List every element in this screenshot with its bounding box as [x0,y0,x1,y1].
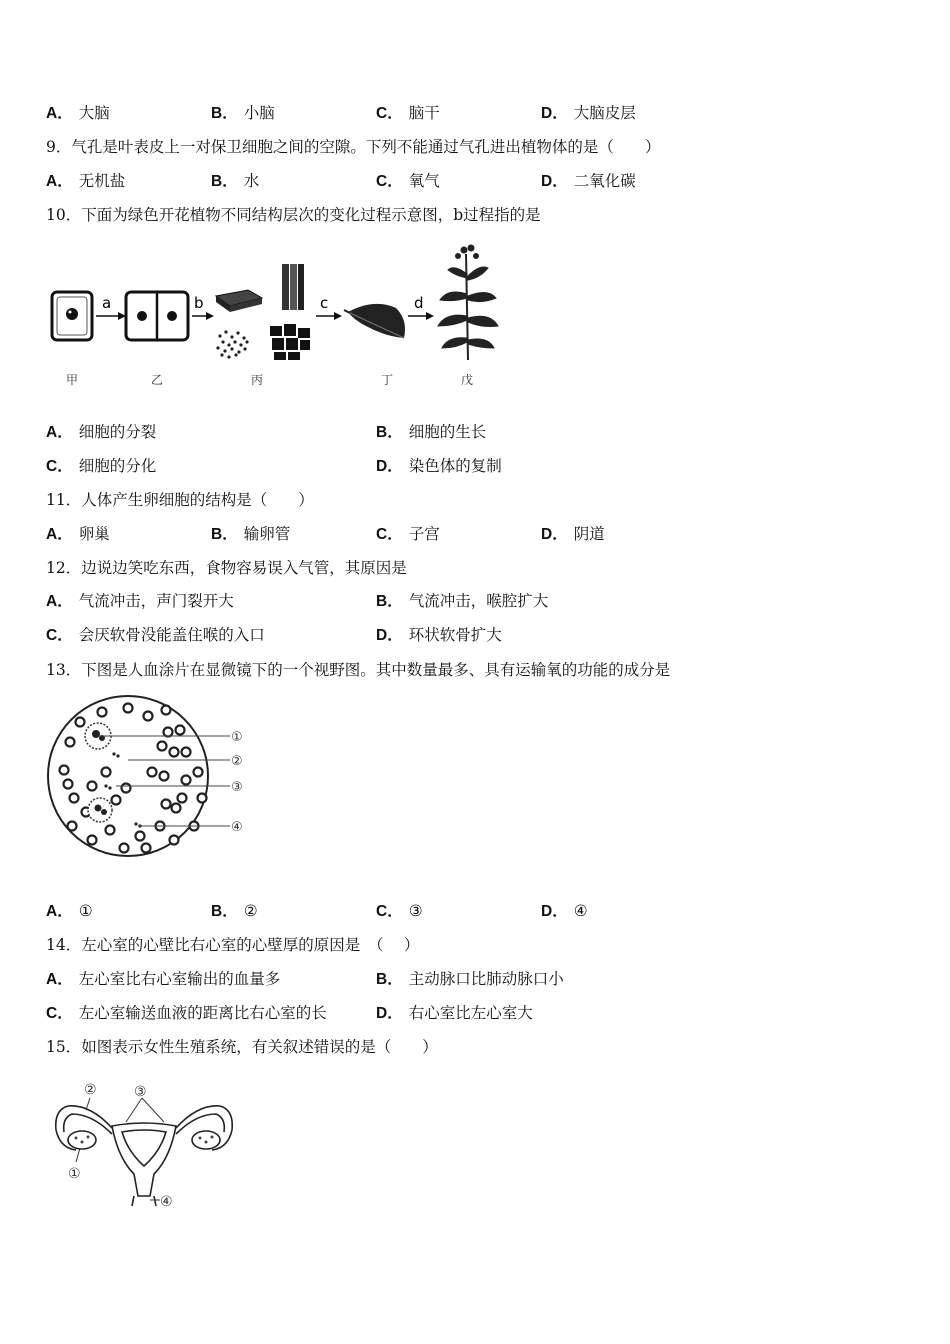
q8-option-b: B． 小脑 [211,104,275,122]
q9-option-b: B． 水 [211,172,260,190]
repro-label-4: ④ [160,1194,173,1210]
repro-label-3: ③ [134,1084,147,1100]
q12-option-b: B． 气流冲击，喉腔扩大 [376,592,549,610]
q13-stem: 13．下图是人血涂片在显微镜下的一个视野图。其中数量最多、具有运输氧的功能的成分是 [46,661,671,679]
tissues [216,264,310,360]
stage-label-jia: 甲 [66,373,79,387]
q12-stem: 12．边说边笑吃东西，食物容易误入气管，其原因是 [46,559,407,577]
arrow-label-a: a [102,294,112,312]
stage-label-wu: 戊 [461,373,474,387]
q13-option-a: A． ① [46,902,93,920]
stage-label-bing: 丙 [251,373,264,387]
q13-option-c: C． ③ [376,902,423,920]
q11-option-d: D． 阴道 [541,525,605,543]
q14-option-a: A． 左心室比右心室输出的血量多 [46,970,281,988]
q9-stem: 9．气孔是叶表皮上一对保卫细胞之间的空隙。下列不能通过气孔进出植物体的是（ ） [46,138,661,156]
q9-option-a: A． 无机盐 [46,172,126,190]
q10-option-a: A． 细胞的分裂 [46,423,157,441]
q11-option-c: C． 子宫 [376,525,440,543]
q14-option-c: C． 左心室输送血液的距离比右心室的长 [46,1004,327,1022]
arrow-label-c: c [320,294,329,312]
blood-label-4: ④ [231,820,243,835]
q10-stem: 10．下面为绿色开花植物不同结构层次的变化过程示意图，b过程指的是 [46,206,541,224]
blood-smear-figure [44,690,264,870]
blood-label-1: ① [231,730,243,745]
repro-label-2: ② [84,1082,97,1098]
plant-structure-figure [44,234,506,396]
q8-option-a: A． 大脑 [46,104,110,122]
q9-option-d: D． 二氧化碳 [541,172,636,190]
whole-plant [438,245,498,360]
q9-option-c: C． 氧气 [376,172,440,190]
stage-label-ding: 丁 [381,373,394,387]
q13-option-d: D． ④ [541,902,588,920]
q8-option-d: D． 大脑皮层 [541,104,636,122]
q10-option-d: D． 染色体的复制 [376,457,502,475]
q11-option-b: B． 输卵管 [211,525,291,543]
q14-option-b: B． 主动脉口比肺动脉口小 [376,970,564,988]
q10-option-b: B． 细胞的生长 [376,423,487,441]
q12-option-d: D． 环状软骨扩大 [376,626,502,644]
blood-label-2: ② [231,754,243,769]
q12-option-a: A． 气流冲击，声门裂开大 [46,592,234,610]
q8-option-c: C． 脑干 [376,104,440,122]
cell-single [52,292,92,340]
q10-option-c: C． 细胞的分化 [46,457,157,475]
arrow-label-b: b [194,294,204,312]
q15-stem: 15．如图表示女性生殖系统，有关叙述错误的是（ ） [46,1038,438,1056]
q13-option-b: B． ② [211,902,258,920]
q14-stem: 14．左心室的心壁比右心室的心壁厚的原因是 （ ） [46,936,420,954]
leaf-organ [344,304,405,338]
stage-label-yi: 乙 [151,373,164,387]
repro-label-1: ① [68,1166,81,1182]
arrow-label-d: d [414,294,424,312]
female-reproductive-figure [46,1074,242,1220]
q12-option-c: C． 会厌软骨没能盖住喉的入口 [46,626,265,644]
q11-stem: 11．人体产生卵细胞的结构是（ ） [46,491,314,509]
q14-option-d: D． 右心室比左心室大 [376,1004,533,1022]
blood-label-3: ③ [231,780,243,795]
cell-divided [126,292,188,340]
q11-option-a: A． 卵巢 [46,525,110,543]
